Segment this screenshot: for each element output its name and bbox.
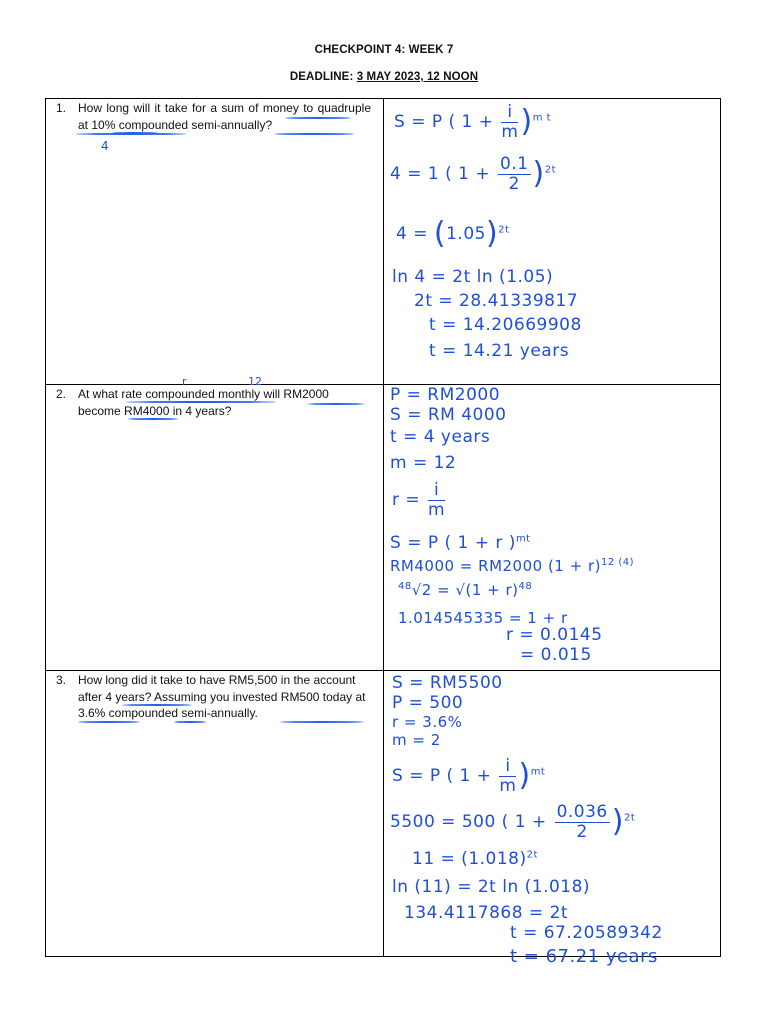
working-line: P = 500 [392,693,464,713]
underline-mark [76,133,186,135]
working-line: 5500 = 500 ( 1 + $\frac{0.036}{2}$ )$^{2t}$ [390,802,636,842]
question-cell [46,99,384,385]
question-cell [46,375,384,671]
table-row [46,671,721,957]
working-line: $11 = (1.018)^{2t}$ [412,849,538,869]
working-line: m = 12 [390,453,457,473]
working-line: = 0.015 [520,645,592,665]
margin-note: r [182,375,187,388]
underline-mark [78,721,140,723]
question-number: 3. [56,673,67,687]
underline-mark [126,401,276,403]
working-line: P = RM2000 [390,385,501,405]
underline-mark [128,418,178,420]
underline-mark [122,704,192,706]
working-line: S = RM5500 [392,673,503,693]
question-number: 2. [56,387,67,401]
working-line: r = 0.0145 [506,625,603,645]
question-text: How long did it take to have RM5,500 in the account after 4 years? Assuming you invested RM500 today at 3.6% compounded semi-annually. [78,673,366,720]
underline-mark [308,403,364,405]
working-line: 2t = 28.41339817 [414,291,579,311]
question-text: How long will it take for a sum of money to quadruple at 10% compounded semi-annually? [78,101,371,132]
working-line: t = 4 years [390,427,491,447]
working-line: t = 14.21 years [429,341,570,361]
margin-note: 12 [248,375,262,388]
underline-mark [280,721,364,723]
working-line: S = P ( 1 + $\frac{i}{m}$ )$^{m t}$ [394,102,552,142]
working-line: RM4000 = RM2000 $(1 + r)^{12 (4)}$ [390,557,635,575]
page-title: CHECKPOINT 4: WEEK 7 [314,44,454,56]
table-row [46,385,721,671]
question-number: 1. [56,101,67,115]
working-line: $^{48}√2 = √(1 + r)^{48}$ [398,581,533,599]
table-row [46,99,721,385]
working-line: 4 = 1 ( 1 + $\frac{0.1}{2}$ )$^{2t}$ [390,154,557,194]
working-line: $4 = (1.05)^{2t}$ [396,216,510,251]
working-line: S = P ( 1 + $\frac{i}{m}$ )$^{mt}$ [392,756,546,796]
underline-mark [274,133,354,135]
margin-note: 4 [101,139,109,153]
answer-cell [384,99,721,385]
question-text: At what rate compounded monthly will RM2000 become RM4000 in 4 years? [78,387,329,418]
underline-mark [174,721,206,723]
working-line: r = $\frac{i}{m}$ [392,480,446,520]
deadline-label: DEADLINE: [289,71,357,83]
answer-cell [384,385,721,671]
working-line: r = 3.6% [392,713,463,731]
working-line: S = P ( 1 + r )$^{mt}$ [390,533,531,553]
question-cell [46,671,384,957]
working-line: S = RM 4000 [390,405,507,425]
working-line: ln 4 = 2t ln (1.05) [392,267,554,287]
working-line: m = 2 [392,731,441,749]
working-line: t = 67.21 years [510,946,658,967]
answer-cell [384,671,721,967]
working-line: 134.4117868 = 2t [404,903,569,923]
underline-mark [285,117,351,119]
working-line: 1.014545335 = 1 + r [398,609,568,627]
working-line: t = 14.20669908 [429,315,582,335]
deadline [0,71,768,83]
working-line: t = 67.20589342 [510,923,663,943]
question-table [45,98,721,967]
deadline-value: 3 MAY 2023, 12 NOON [356,71,479,83]
working-line: ln (11) = 2t ln (1.018) [392,877,591,897]
